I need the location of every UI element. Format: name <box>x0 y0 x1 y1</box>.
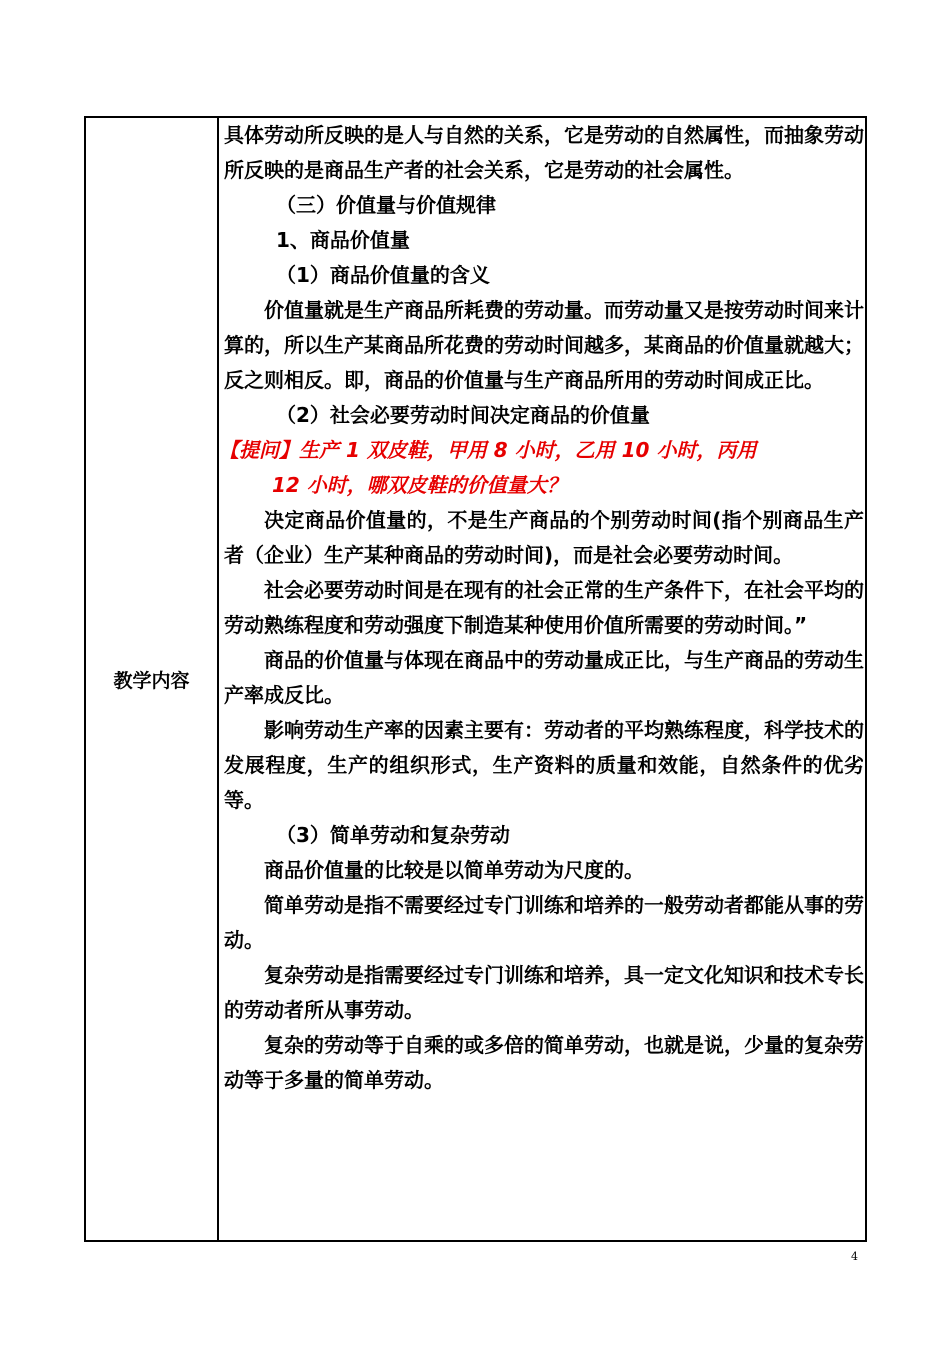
heading-value-meaning: （1）商品价值量的含义 <box>276 263 490 287</box>
question-line-1: 【提问】生产 1 双皮鞋，甲用 8 小时，乙用 10 小时，丙用 <box>219 438 757 462</box>
question-line-2: 12 小时，哪双皮鞋的价值量大？ <box>272 473 567 497</box>
row-label-cell <box>86 118 219 1240</box>
paragraph-proportionality: 商品的价值量与体现在商品中的劳动量成正比，与生产商品的劳动生产率成反比。 <box>224 648 864 707</box>
paragraph-determinant: 决定商品价值量的，不是生产商品的个别劳动时间(指个别商品生产者（企业）生产某种商品的劳动时间)，而是社会必要劳动时间。 <box>224 508 864 567</box>
paragraph-complex-labor: 复杂劳动是指需要经过专门训练和培养，具一定文化知识和技术专长的劳动者所从事劳动。 <box>224 963 864 1022</box>
page-number: 4 <box>851 1250 858 1263</box>
heading-simple-complex-labor: （3）简单劳动和复杂劳动 <box>276 823 510 847</box>
content-cell <box>219 118 864 1098</box>
paragraph-simple-labor: 简单劳动是指不需要经过专门训练和培养的一般劳动者都能从事的劳动。 <box>224 893 864 952</box>
lesson-table <box>84 116 867 1242</box>
paragraph-value-definition: 价值量就是生产商品所耗费的劳动量。而劳动量又是按劳动时间来计算的，所以生产某商品所花费的劳动时间越多，某商品的价值量就越大；反之则相反。即，商品的价值量与生产商品所用的劳动时间成正比。 <box>224 298 864 392</box>
paragraph-complex-equals-simple: 复杂的劳动等于自乘的或多倍的简单劳动，也就是说，少量的复杂劳动等于多量的简单劳动。 <box>224 1033 864 1092</box>
paragraph-necessary-time-definition: 社会必要劳动时间是在现有的社会正常的生产条件下，在社会平均的劳动熟练程度和劳动强度下制造某种使用价值所需要的劳动时间。” <box>224 578 864 637</box>
heading-commodity-value: 1、商品价值量 <box>276 228 410 252</box>
paragraph-productivity-factors: 影响劳动生产率的因素主要有：劳动者的平均熟练程度，科学技术的发展程度，生产的组织形式，生产资料的质量和效能，自然条件的优劣等。 <box>224 718 864 812</box>
heading-value-law: （三）价值量与价值规律 <box>276 193 496 217</box>
row-label: 教学内容 <box>113 669 190 692</box>
paragraph-comparison-basis: 商品价值量的比较是以简单劳动为尺度的。 <box>264 858 644 882</box>
heading-socially-necessary-time: （2）社会必要劳动时间决定商品的价值量 <box>276 403 650 427</box>
paragraph-labor-attributes: 具体劳动所反映的是人与自然的关系，它是劳动的自然属性，而抽象劳动所反映的是商品生产者的社会关系，它是劳动的社会属性。 <box>224 123 864 182</box>
